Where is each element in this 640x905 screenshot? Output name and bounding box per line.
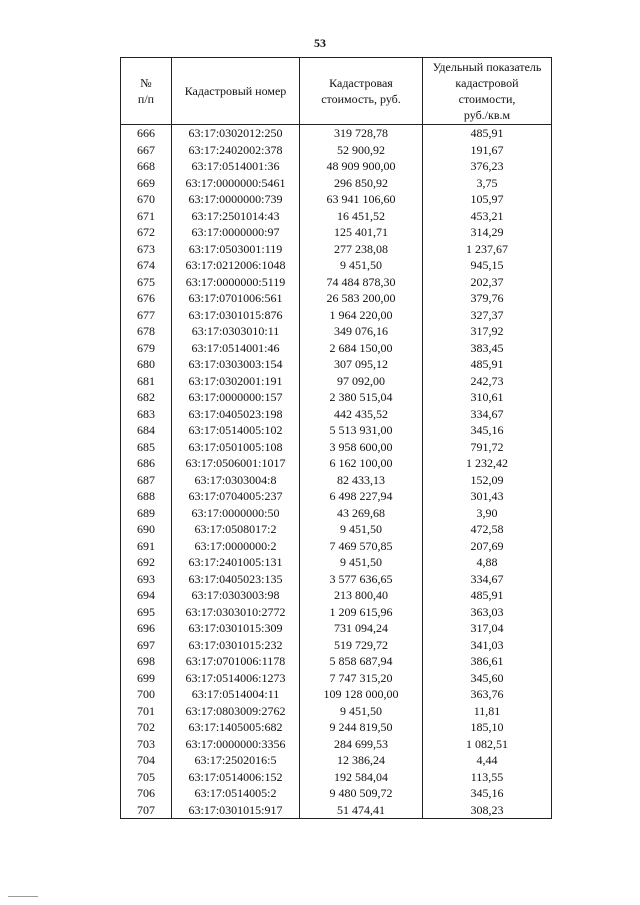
cadastral-number-cell: 63:17:0303003:98 bbox=[172, 587, 300, 604]
row-number-cell: 674 bbox=[121, 257, 172, 274]
cadastral-value-cell: 51 474,41 bbox=[300, 802, 423, 819]
cadastral-value-cell: 192 584,04 bbox=[300, 769, 423, 786]
cadastral-number-cell: 63:17:1405005:682 bbox=[172, 719, 300, 736]
table-row bbox=[121, 455, 552, 472]
row-number-cell: 687 bbox=[121, 472, 172, 489]
cadastral-number-cell: 63:17:0000000:5119 bbox=[172, 274, 300, 291]
table-row bbox=[121, 241, 552, 258]
table-row bbox=[121, 472, 552, 489]
row-number-cell: 699 bbox=[121, 670, 172, 687]
table-body bbox=[121, 125, 552, 819]
cadastral-value-cell: 296 850,92 bbox=[300, 175, 423, 192]
cadastral-value-cell: 1 964 220,00 bbox=[300, 307, 423, 324]
cadastral-value-cell: 9 451,50 bbox=[300, 554, 423, 571]
cadastral-number-cell: 63:17:2502016:5 bbox=[172, 752, 300, 769]
row-number-cell: 667 bbox=[121, 142, 172, 159]
cadastral-number-cell: 63:17:0000000:739 bbox=[172, 191, 300, 208]
cadastral-number-cell: 63:17:0303010:11 bbox=[172, 323, 300, 340]
table-row bbox=[121, 422, 552, 439]
cadastral-value-cell: 442 435,52 bbox=[300, 406, 423, 423]
row-number-cell: 671 bbox=[121, 208, 172, 225]
cadastral-number-cell: 63:17:0701006:1178 bbox=[172, 653, 300, 670]
specific-indicator-cell: 301,43 bbox=[423, 488, 552, 505]
table-row bbox=[121, 686, 552, 703]
cadastral-value-cell: 9 480 509,72 bbox=[300, 785, 423, 802]
table-row bbox=[121, 389, 552, 406]
row-number-cell: 672 bbox=[121, 224, 172, 241]
cadastral-number-cell: 63:17:0302012:250 bbox=[172, 125, 300, 142]
table-row bbox=[121, 521, 552, 538]
table-row bbox=[121, 224, 552, 241]
specific-indicator-cell: 1 237,67 bbox=[423, 241, 552, 258]
header-specific-indicator: Удельный показатель кадастровой стоимости, руб./кв.м bbox=[423, 58, 552, 125]
specific-indicator-cell: 4,88 bbox=[423, 554, 552, 571]
cadastral-number-cell: 63:17:0506001:1017 bbox=[172, 455, 300, 472]
cadastral-number-cell: 63:17:0503001:119 bbox=[172, 241, 300, 258]
cadastral-number-cell: 63:17:0508017:2 bbox=[172, 521, 300, 538]
table-row bbox=[121, 653, 552, 670]
specific-indicator-cell: 1 082,51 bbox=[423, 736, 552, 753]
row-number-cell: 685 bbox=[121, 439, 172, 456]
cadastral-value-cell: 7 469 570,85 bbox=[300, 538, 423, 555]
cadastral-value-cell: 277 238,08 bbox=[300, 241, 423, 258]
table-row bbox=[121, 554, 552, 571]
specific-indicator-cell: 485,91 bbox=[423, 587, 552, 604]
cadastral-number-cell: 63:17:0514006:1273 bbox=[172, 670, 300, 687]
cadastral-value-cell: 307 095,12 bbox=[300, 356, 423, 373]
row-number-cell: 678 bbox=[121, 323, 172, 340]
cadastral-value-cell: 109 128 000,00 bbox=[300, 686, 423, 703]
row-number-cell: 694 bbox=[121, 587, 172, 604]
specific-indicator-cell: 334,67 bbox=[423, 406, 552, 423]
cadastral-value-cell: 74 484 878,30 bbox=[300, 274, 423, 291]
row-number-cell: 682 bbox=[121, 389, 172, 406]
table-row bbox=[121, 208, 552, 225]
table-row bbox=[121, 175, 552, 192]
specific-indicator-cell: 3,75 bbox=[423, 175, 552, 192]
specific-indicator-cell: 472,58 bbox=[423, 521, 552, 538]
specific-indicator-cell: 317,92 bbox=[423, 323, 552, 340]
cadastral-number-cell: 63:17:0701006:561 bbox=[172, 290, 300, 307]
cadastral-number-cell: 63:17:0303004:8 bbox=[172, 472, 300, 489]
specific-indicator-cell: 363,76 bbox=[423, 686, 552, 703]
specific-indicator-cell: 376,23 bbox=[423, 158, 552, 175]
cadastral-number-cell: 63:17:0405023:198 bbox=[172, 406, 300, 423]
table-row bbox=[121, 505, 552, 522]
cadastral-number-cell: 63:17:0303003:154 bbox=[172, 356, 300, 373]
row-number-cell: 681 bbox=[121, 373, 172, 390]
cadastral-number-cell: 63:17:2402002:378 bbox=[172, 142, 300, 159]
table-row bbox=[121, 538, 552, 555]
cadastral-value-cell: 9 244 819,50 bbox=[300, 719, 423, 736]
row-number-cell: 679 bbox=[121, 340, 172, 357]
specific-indicator-cell: 341,03 bbox=[423, 637, 552, 654]
row-number-cell: 697 bbox=[121, 637, 172, 654]
row-number-cell: 701 bbox=[121, 703, 172, 720]
cadastral-value-cell: 319 728,78 bbox=[300, 125, 423, 142]
table-row bbox=[121, 290, 552, 307]
cadastral-number-cell: 63:17:0301015:876 bbox=[172, 307, 300, 324]
cadastral-number-cell: 63:17:0000000:2 bbox=[172, 538, 300, 555]
cadastral-number-cell: 63:17:2401005:131 bbox=[172, 554, 300, 571]
row-number-cell: 690 bbox=[121, 521, 172, 538]
specific-indicator-cell: 345,16 bbox=[423, 422, 552, 439]
specific-indicator-cell: 317,04 bbox=[423, 620, 552, 637]
row-number-cell: 703 bbox=[121, 736, 172, 753]
specific-indicator-cell: 345,16 bbox=[423, 785, 552, 802]
specific-indicator-cell: 453,21 bbox=[423, 208, 552, 225]
cadastral-value-cell: 5 858 687,94 bbox=[300, 653, 423, 670]
table-row bbox=[121, 356, 552, 373]
page-number: 53 bbox=[314, 36, 326, 50]
table-row bbox=[121, 736, 552, 753]
row-number-cell: 676 bbox=[121, 290, 172, 307]
table-row bbox=[121, 257, 552, 274]
table-row bbox=[121, 587, 552, 604]
cadastral-number-cell: 63:17:0000000:5461 bbox=[172, 175, 300, 192]
table-header-row bbox=[121, 58, 552, 125]
cadastral-value-cell: 82 433,13 bbox=[300, 472, 423, 489]
table-row bbox=[121, 703, 552, 720]
specific-indicator-cell: 334,67 bbox=[423, 571, 552, 588]
row-number-cell: 704 bbox=[121, 752, 172, 769]
cadastral-number-cell: 63:17:0501005:108 bbox=[172, 439, 300, 456]
specific-indicator-cell: 310,61 bbox=[423, 389, 552, 406]
table-row bbox=[121, 373, 552, 390]
specific-indicator-cell: 386,61 bbox=[423, 653, 552, 670]
specific-indicator-cell: 1 232,42 bbox=[423, 455, 552, 472]
cadastral-number-cell: 63:17:0405023:135 bbox=[172, 571, 300, 588]
cadastral-number-cell: 63:17:0000000:3356 bbox=[172, 736, 300, 753]
cadastral-value-cell: 6 162 100,00 bbox=[300, 455, 423, 472]
cadastral-number-cell: 63:17:0000000:97 bbox=[172, 224, 300, 241]
cadastral-number-cell: 63:17:0514005:102 bbox=[172, 422, 300, 439]
cadastral-value-cell: 213 800,40 bbox=[300, 587, 423, 604]
cadastral-number-cell: 63:17:2501014:43 bbox=[172, 208, 300, 225]
cadastral-value-cell: 3 577 636,65 bbox=[300, 571, 423, 588]
table-row bbox=[121, 439, 552, 456]
cadastral-value-cell: 26 583 200,00 bbox=[300, 290, 423, 307]
specific-indicator-cell: 485,91 bbox=[423, 125, 552, 142]
cadastral-number-cell: 63:17:0303010:2772 bbox=[172, 604, 300, 621]
row-number-cell: 702 bbox=[121, 719, 172, 736]
row-number-cell: 668 bbox=[121, 158, 172, 175]
table-row bbox=[121, 158, 552, 175]
specific-indicator-cell: 383,45 bbox=[423, 340, 552, 357]
cadastral-value-cell: 6 498 227,94 bbox=[300, 488, 423, 505]
row-number-cell: 692 bbox=[121, 554, 172, 571]
cadastral-value-cell: 519 729,72 bbox=[300, 637, 423, 654]
row-number-cell: 683 bbox=[121, 406, 172, 423]
row-number-cell: 698 bbox=[121, 653, 172, 670]
cadastral-number-cell: 63:17:0212006:1048 bbox=[172, 257, 300, 274]
cadastral-value-cell: 125 401,71 bbox=[300, 224, 423, 241]
cadastral-value-cell: 731 094,24 bbox=[300, 620, 423, 637]
cadastral-number-cell: 63:17:0514005:2 bbox=[172, 785, 300, 802]
specific-indicator-cell: 314,29 bbox=[423, 224, 552, 241]
specific-indicator-cell: 791,72 bbox=[423, 439, 552, 456]
specific-indicator-cell: 345,60 bbox=[423, 670, 552, 687]
specific-indicator-cell: 3,90 bbox=[423, 505, 552, 522]
table-row bbox=[121, 340, 552, 357]
specific-indicator-cell: 242,73 bbox=[423, 373, 552, 390]
specific-indicator-cell: 308,23 bbox=[423, 802, 552, 819]
row-number-cell: 669 bbox=[121, 175, 172, 192]
cadastral-value-cell: 12 386,24 bbox=[300, 752, 423, 769]
specific-indicator-cell: 152,09 bbox=[423, 472, 552, 489]
row-number-cell: 689 bbox=[121, 505, 172, 522]
cadastral-value-cell: 2 380 515,04 bbox=[300, 389, 423, 406]
cadastral-number-cell: 63:17:0514001:46 bbox=[172, 340, 300, 357]
scan-edge-mark bbox=[8, 896, 38, 897]
table-row bbox=[121, 620, 552, 637]
specific-indicator-cell: 485,91 bbox=[423, 356, 552, 373]
cadastral-value-cell: 43 269,68 bbox=[300, 505, 423, 522]
cadastral-value-cell: 9 451,50 bbox=[300, 703, 423, 720]
table-row bbox=[121, 488, 552, 505]
cadastral-number-cell: 63:17:0514004:11 bbox=[172, 686, 300, 703]
specific-indicator-cell: 185,10 bbox=[423, 719, 552, 736]
specific-indicator-cell: 363,03 bbox=[423, 604, 552, 621]
row-number-cell: 693 bbox=[121, 571, 172, 588]
cadastral-value-cell: 9 451,50 bbox=[300, 521, 423, 538]
row-number-cell: 696 bbox=[121, 620, 172, 637]
specific-indicator-cell: 379,76 bbox=[423, 290, 552, 307]
specific-indicator-cell: 327,37 bbox=[423, 307, 552, 324]
table-row bbox=[121, 142, 552, 159]
row-number-cell: 677 bbox=[121, 307, 172, 324]
table-row bbox=[121, 802, 552, 819]
cadastral-value-cell: 7 747 315,20 bbox=[300, 670, 423, 687]
cadastral-value-cell: 5 513 931,00 bbox=[300, 422, 423, 439]
header-row-number: № п/п bbox=[121, 58, 172, 125]
cadastral-value-cell: 3 958 600,00 bbox=[300, 439, 423, 456]
row-number-cell: 675 bbox=[121, 274, 172, 291]
specific-indicator-cell: 945,15 bbox=[423, 257, 552, 274]
header-cadastral-value: Кадастровая стоимость, руб. bbox=[300, 58, 423, 125]
table-row bbox=[121, 274, 552, 291]
cadastral-value-cell: 16 451,52 bbox=[300, 208, 423, 225]
cadastral-value-cell: 97 092,00 bbox=[300, 373, 423, 390]
cadastral-number-cell: 63:17:0000000:157 bbox=[172, 389, 300, 406]
cadastral-value-cell: 2 684 150,00 bbox=[300, 340, 423, 357]
table-header bbox=[121, 58, 552, 125]
cadastral-value-cell: 52 900,92 bbox=[300, 142, 423, 159]
cadastral-value-cell: 63 941 106,60 bbox=[300, 191, 423, 208]
table-row bbox=[121, 604, 552, 621]
table-row bbox=[121, 785, 552, 802]
table-row bbox=[121, 125, 552, 142]
cadastral-number-cell: 63:17:0704005:237 bbox=[172, 488, 300, 505]
cadastral-number-cell: 63:17:0514001:36 bbox=[172, 158, 300, 175]
header-cadastral-number: Кадастровый номер bbox=[172, 58, 300, 125]
cadastral-value-cell: 284 699,53 bbox=[300, 736, 423, 753]
cadastral-number-cell: 63:17:0803009:2762 bbox=[172, 703, 300, 720]
row-number-cell: 700 bbox=[121, 686, 172, 703]
row-number-cell: 707 bbox=[121, 802, 172, 819]
table-row bbox=[121, 571, 552, 588]
cadastral-value-cell: 1 209 615,96 bbox=[300, 604, 423, 621]
row-number-cell: 688 bbox=[121, 488, 172, 505]
row-number-cell: 705 bbox=[121, 769, 172, 786]
cadastral-number-cell: 63:17:0302001:191 bbox=[172, 373, 300, 390]
cadastral-value-cell: 9 451,50 bbox=[300, 257, 423, 274]
table-row bbox=[121, 406, 552, 423]
row-number-cell: 666 bbox=[121, 125, 172, 142]
specific-indicator-cell: 191,67 bbox=[423, 142, 552, 159]
table-row bbox=[121, 670, 552, 687]
specific-indicator-cell: 105,97 bbox=[423, 191, 552, 208]
row-number-cell: 684 bbox=[121, 422, 172, 439]
specific-indicator-cell: 113,55 bbox=[423, 769, 552, 786]
cadastral-value-cell: 349 076,16 bbox=[300, 323, 423, 340]
specific-indicator-cell: 202,37 bbox=[423, 274, 552, 291]
specific-indicator-cell: 11,81 bbox=[423, 703, 552, 720]
table-row bbox=[121, 769, 552, 786]
cadastral-number-cell: 63:17:0301015:917 bbox=[172, 802, 300, 819]
cadastral-number-cell: 63:17:0000000:50 bbox=[172, 505, 300, 522]
table-row bbox=[121, 752, 552, 769]
table-row bbox=[121, 323, 552, 340]
row-number-cell: 706 bbox=[121, 785, 172, 802]
table-row bbox=[121, 191, 552, 208]
cadastral-number-cell: 63:17:0301015:232 bbox=[172, 637, 300, 654]
row-number-cell: 680 bbox=[121, 356, 172, 373]
table-row bbox=[121, 307, 552, 324]
row-number-cell: 691 bbox=[121, 538, 172, 555]
specific-indicator-cell: 207,69 bbox=[423, 538, 552, 555]
table-row bbox=[121, 637, 552, 654]
row-number-cell: 673 bbox=[121, 241, 172, 258]
cadastral-value-table bbox=[120, 57, 552, 819]
row-number-cell: 695 bbox=[121, 604, 172, 621]
cadastral-number-cell: 63:17:0514006:152 bbox=[172, 769, 300, 786]
row-number-cell: 686 bbox=[121, 455, 172, 472]
table-row bbox=[121, 719, 552, 736]
specific-indicator-cell: 4,44 bbox=[423, 752, 552, 769]
cadastral-value-cell: 48 909 900,00 bbox=[300, 158, 423, 175]
cadastral-number-cell: 63:17:0301015:309 bbox=[172, 620, 300, 637]
row-number-cell: 670 bbox=[121, 191, 172, 208]
